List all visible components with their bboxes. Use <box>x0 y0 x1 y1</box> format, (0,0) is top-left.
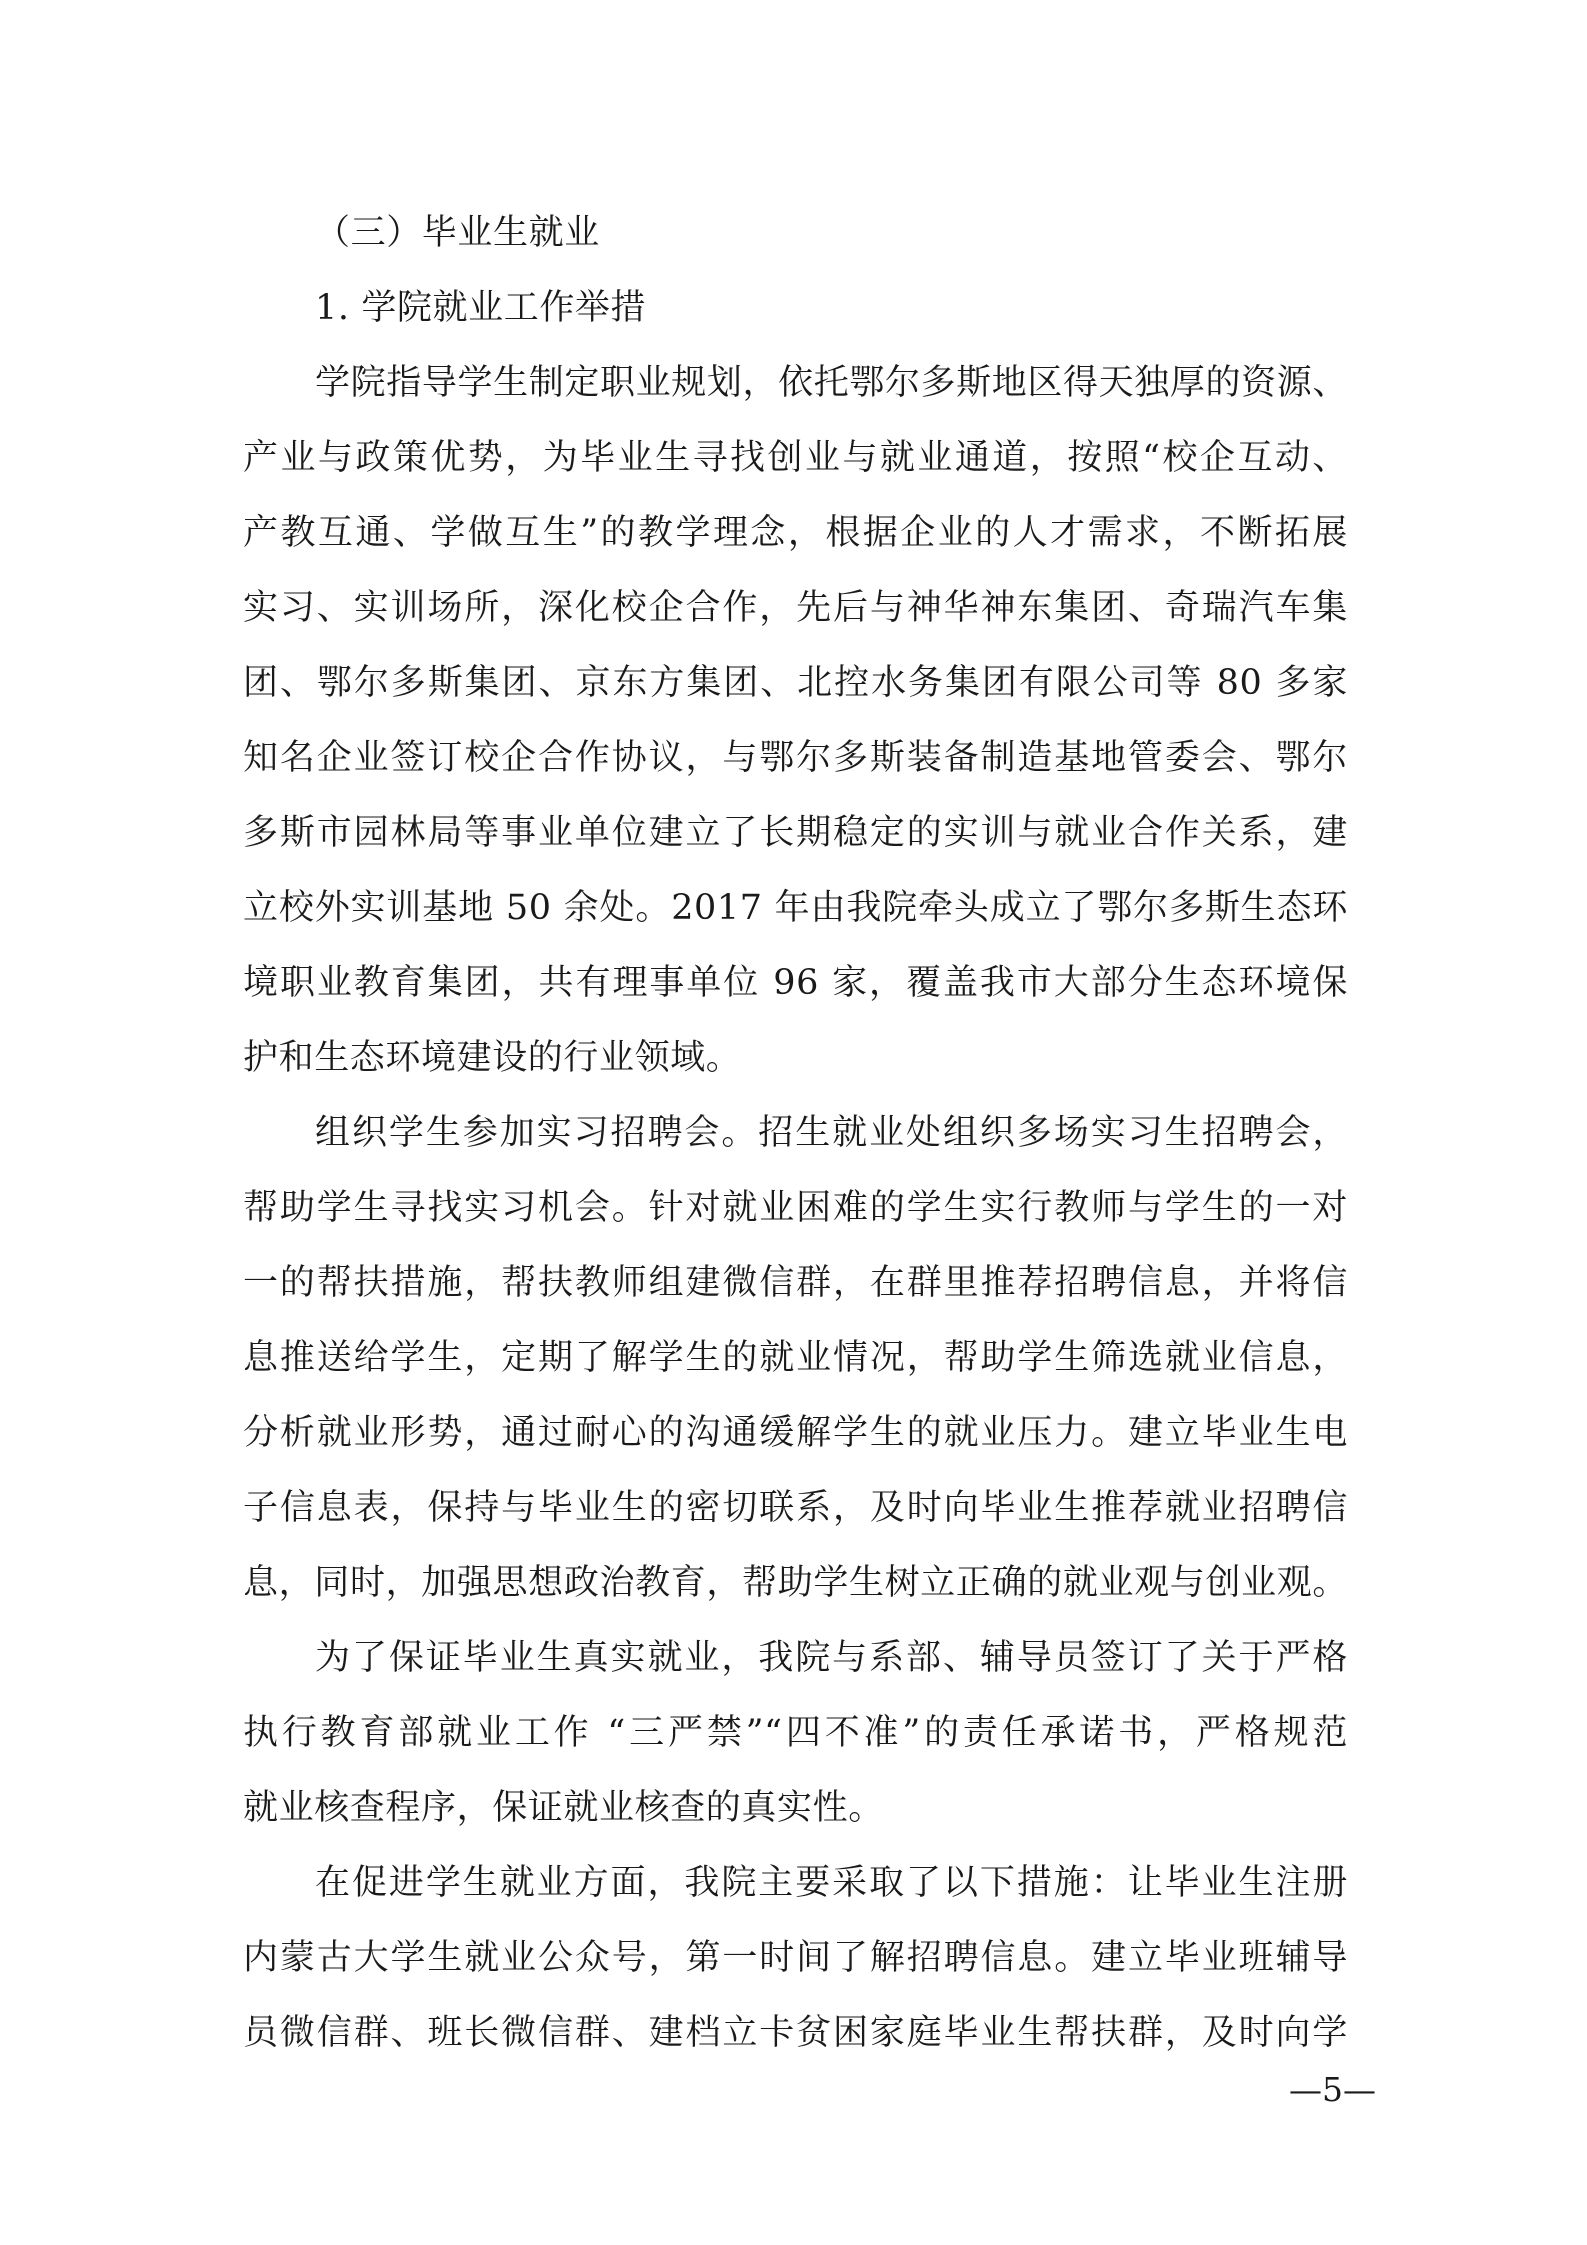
paragraph-line: 实习、实训场所，深化校企合作，先后与神华神东集团、奇瑞汽车集 <box>243 588 1348 628</box>
paragraph-line: 立校外实训基地 50 余处。2017 年由我院牵头成立了鄂尔多斯生态环 <box>243 888 1348 928</box>
paragraph-line: 帮助学生寻找实习机会。针对就业困难的学生实行教师与学生的一对 <box>243 1188 1348 1228</box>
paragraph-line: 分析就业形势，通过耐心的沟通缓解学生的就业压力。建立毕业生电 <box>243 1413 1348 1453</box>
paragraph-line: 在促进学生就业方面，我院主要采取了以下措施：让毕业生注册 <box>315 1863 1348 1903</box>
subsection-heading: 1. 学院就业工作举措 <box>315 288 647 328</box>
paragraph-line: 护和生态环境建设的行业领域。 <box>243 1038 742 1078</box>
section-heading: （三）毕业生就业 <box>315 213 600 253</box>
paragraph-line: 学院指导学生制定职业规划，依托鄂尔多斯地区得天独厚的资源、 <box>315 363 1348 403</box>
paragraph-line: 团、鄂尔多斯集团、京东方集团、北控水务集团有限公司等 80 多家 <box>243 663 1348 703</box>
paragraph-line: 子信息表，保持与毕业生的密切联系，及时向毕业生推荐就业招聘信 <box>243 1488 1348 1528</box>
paragraph-line: 息推送给学生，定期了解学生的就业情况，帮助学生筛选就业信息， <box>243 1338 1348 1378</box>
page-number: —5— <box>1289 2070 1376 2109</box>
paragraph-line: 执行教育部就业工作 “三严禁”“四不准”的责任承诺书，严格规范 <box>243 1713 1348 1753</box>
paragraph-line: 内蒙古大学生就业公众号，第一时间了解招聘信息。建立毕业班辅导 <box>243 1938 1348 1978</box>
paragraph-line: 境职业教育集团，共有理事单位 96 家，覆盖我市大部分生态环境保 <box>243 963 1348 1003</box>
paragraph-line: 组织学生参加实习招聘会。招生就业处组织多场实习生招聘会， <box>315 1113 1348 1153</box>
paragraph-line: 员微信群、班长微信群、建档立卡贫困家庭毕业生帮扶群，及时向学 <box>243 2013 1348 2053</box>
paragraph-line: 就业核查程序，保证就业核查的真实性。 <box>243 1788 884 1828</box>
paragraph-line: 一的帮扶措施，帮扶教师组建微信群，在群里推荐招聘信息，并将信 <box>243 1263 1348 1303</box>
paragraph-line: 多斯市园林局等事业单位建立了长期稳定的实训与就业合作关系，建 <box>243 813 1348 853</box>
paragraph-line: 知名企业签订校企合作协议，与鄂尔多斯装备制造基地管委会、鄂尔 <box>243 738 1348 778</box>
paragraph-line: 为了保证毕业生真实就业，我院与系部、辅导员签订了关于严格 <box>315 1638 1348 1678</box>
paragraph-line: 产教互通、学做互生”的教学理念，根据企业的人才需求，不断拓展 <box>243 513 1348 553</box>
paragraph-line: 息，同时，加强思想政治教育，帮助学生树立正确的就业观与创业观。 <box>243 1563 1348 1603</box>
paragraph-line: 产业与政策优势，为毕业生寻找创业与就业通道，按照“校企互动、 <box>243 438 1348 478</box>
